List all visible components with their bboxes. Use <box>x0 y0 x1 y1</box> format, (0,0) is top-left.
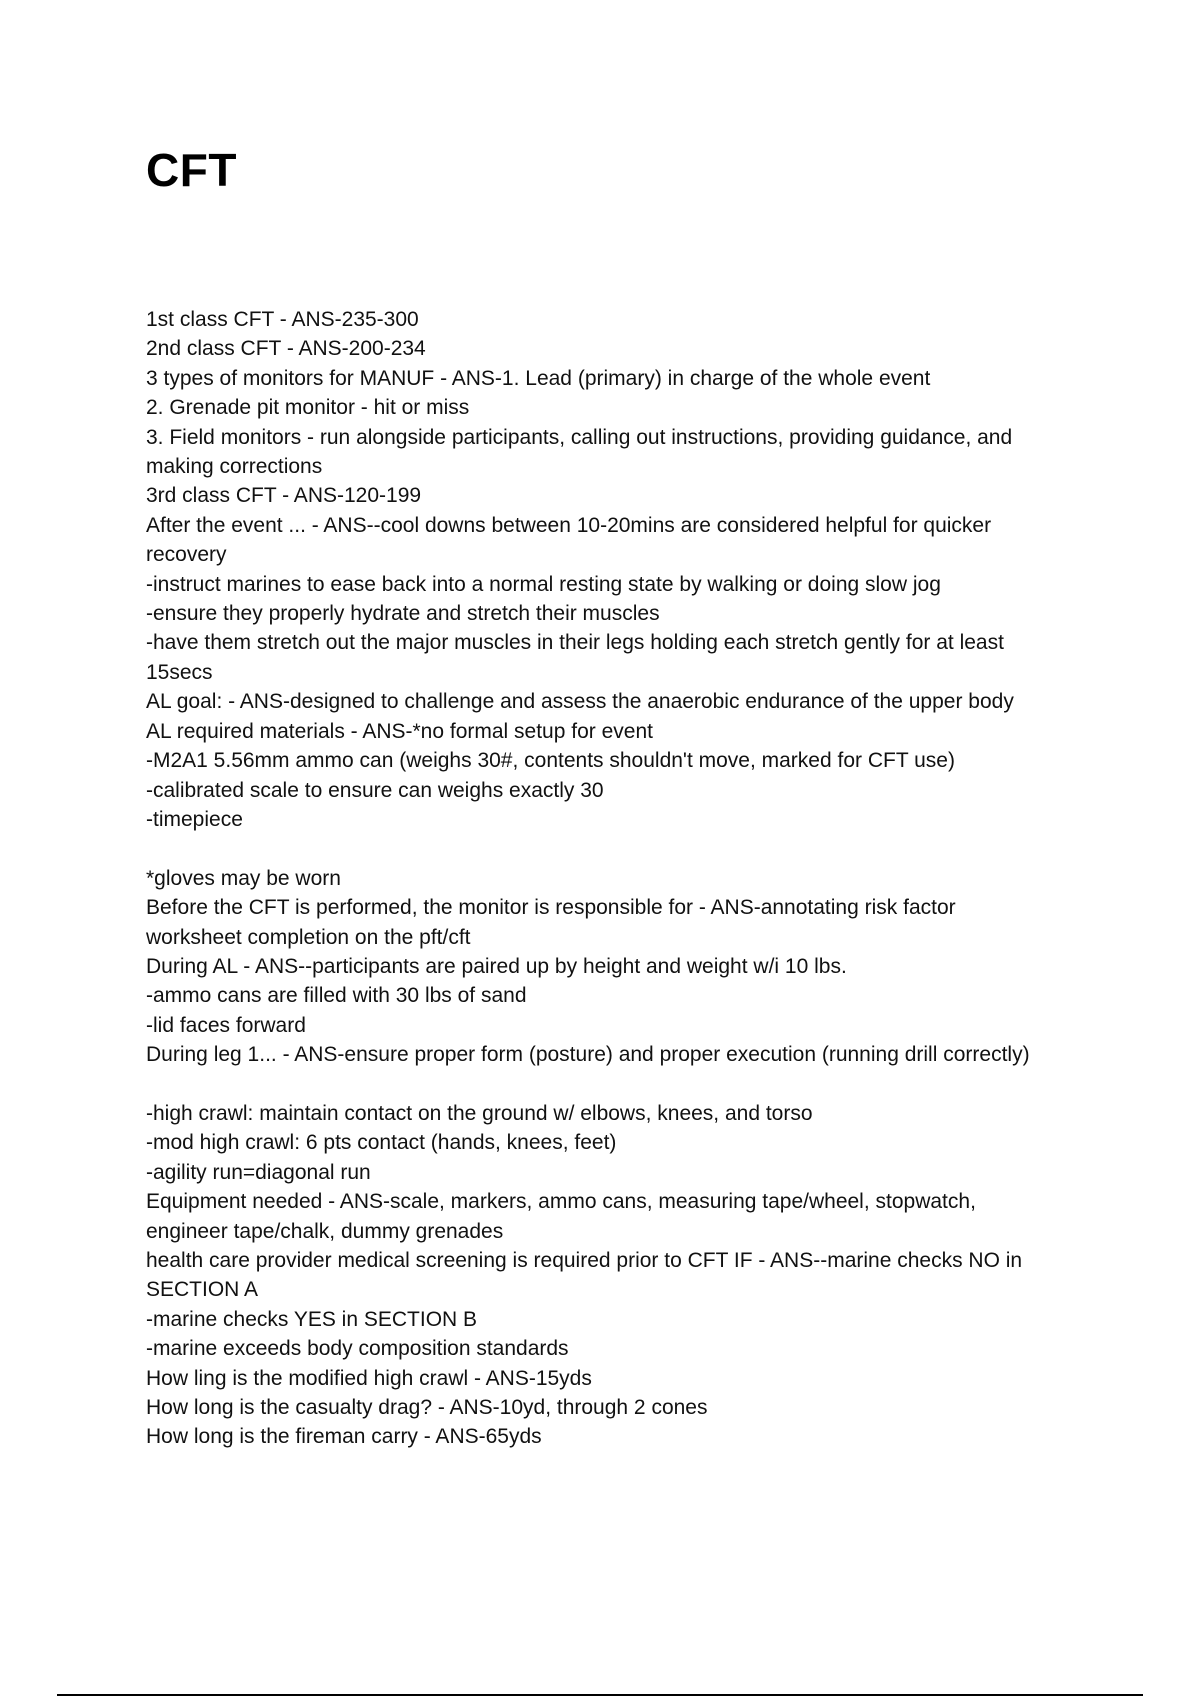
page-title: CFT <box>146 144 237 196</box>
text-line: -have them stretch out the major muscles in their legs holding each stretch gently for at least <box>146 631 1004 655</box>
text-line: -mod high crawl: 6 pts contact (hands, knees, feet) <box>146 1131 617 1155</box>
text-line: making corrections <box>146 455 323 479</box>
text-line: 2nd class CFT - ANS-200-234 <box>146 337 426 361</box>
text-line: -M2A1 5.56mm ammo can (weighs 30#, contents shouldn't move, marked for CFT use) <box>146 749 955 773</box>
text-line: AL goal: - ANS-designed to challenge and assess the anaerobic endurance of the upper body <box>146 690 1014 714</box>
text-line: How ling is the modified high crawl - ANS-15yds <box>146 1366 592 1390</box>
text-line: engineer tape/chalk, dummy grenades <box>146 1219 504 1243</box>
blank-line <box>146 1070 1086 1099</box>
text-line: -ensure they properly hydrate and stretch their muscles <box>146 602 660 626</box>
text-line: During leg 1... - ANS-ensure proper form (posture) and proper execution (running drill correctly) <box>146 1043 1030 1067</box>
blank-line <box>146 834 1086 863</box>
text-line: -agility run=diagonal run <box>146 1160 371 1184</box>
footer-divider <box>57 1694 1143 1696</box>
text-line: health care provider medical screening is required prior to CFT IF - ANS--marine checks NO in <box>146 1248 1023 1272</box>
text-line: -marine checks YES in SECTION B <box>146 1307 478 1331</box>
text-line: 3 types of monitors for MANUF - ANS-1. Lead (primary) in charge of the whole event <box>146 366 931 390</box>
text-line: AL required materials - ANS-*no formal setup for event <box>146 719 653 743</box>
text-line: -calibrated scale to ensure can weighs exactly 30 <box>146 778 604 802</box>
text-line: Equipment needed - ANS-scale, markers, ammo cans, measuring tape/wheel, stopwatch, <box>146 1190 976 1214</box>
text-line: Before the CFT is performed, the monitor is responsible for - ANS-annotating risk factor <box>146 896 956 920</box>
text-line: 3rd class CFT - ANS-120-199 <box>146 484 422 508</box>
text-line: 2. Grenade pit monitor - hit or miss <box>146 396 470 420</box>
text-line: How long is the casualty drag? - ANS-10yd, through 2 cones <box>146 1396 708 1419</box>
text-line: -timepiece <box>146 807 243 831</box>
text-line: recovery <box>146 543 227 567</box>
document-body <box>146 305 1086 1452</box>
text-line: 3. Field monitors - run alongside participants, calling out instructions, providing guidance, and <box>146 425 1013 449</box>
text-line: How long is the fireman carry - ANS-65yds <box>146 1425 542 1449</box>
text-line: After the event ... - ANS--cool downs between 10-20mins are considered helpful for quicker <box>146 513 992 537</box>
text-line: 15secs <box>146 660 213 684</box>
text-line: -high crawl: maintain contact on the ground w/ elbows, knees, and torso <box>146 1101 813 1125</box>
text-line: -marine exceeds body composition standards <box>146 1337 569 1361</box>
text-line: *gloves may be worn <box>146 866 341 890</box>
text-line: During AL - ANS--participants are paired up by height and weight w/i 10 lbs. <box>146 954 847 978</box>
text-line: worksheet completion on the pft/cft <box>146 925 471 949</box>
text-line: 1st class CFT - ANS-235-300 <box>146 308 419 331</box>
text-line: -lid faces forward <box>146 1013 306 1037</box>
text-line: SECTION A <box>146 1278 259 1302</box>
text-line: -instruct marines to ease back into a normal resting state by walking or doing slow jog <box>146 572 941 596</box>
text-line: -ammo cans are filled with 30 lbs of sand <box>146 984 527 1008</box>
